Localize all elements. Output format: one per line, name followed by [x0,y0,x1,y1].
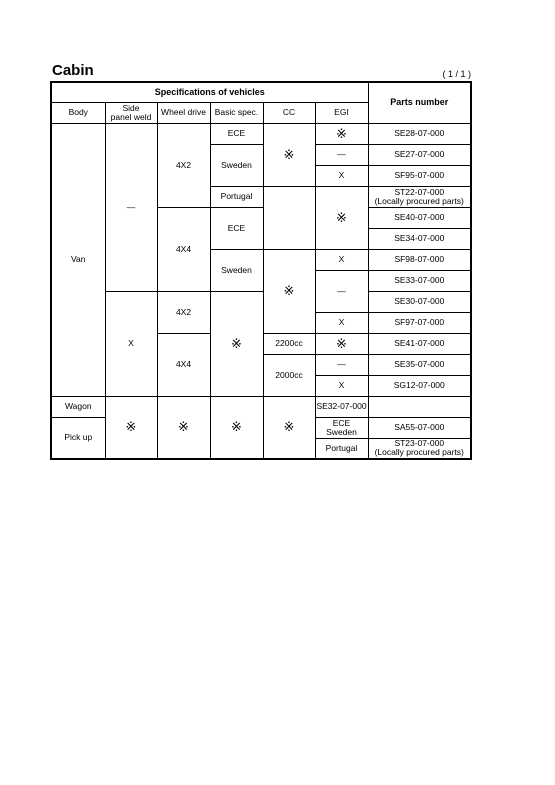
basic-spec-cell-mark: ※ [210,291,263,396]
body-header: Body [51,102,105,123]
basic-spec-cell-ece: ECE [210,207,263,249]
wheel-drive-cell-4x4: 4X4 [157,207,210,291]
egi-cell-dash: — [315,144,368,165]
part-number-cell: SF98-07-000 [368,249,471,270]
part-number-cell: SE30-07-000 [368,291,471,312]
body-cell-van: Van [51,123,105,396]
part-number-text: ST22-07-000 [394,186,445,197]
table-row [51,291,471,312]
part-number-cell [368,438,471,459]
part-number-cell [368,186,471,207]
side-panel-weld-header-line2: panel weld [110,111,152,122]
egi-cell-mark: ※ [263,396,315,459]
cc-cell-mark: ※ [263,123,315,186]
egi-cell-mark: ※ [315,123,368,144]
part-number-cell: SG12-07-000 [368,375,471,396]
body-cell-wagon: Wagon [51,396,105,417]
cc-cell-2000: 2000cc [263,354,315,396]
basic-spec-cell-sweden: Sweden [210,249,263,291]
part-number-cell: SE35-07-000 [368,354,471,375]
cabin-spec-table [50,81,472,460]
part-number-cell: SA55-07-000 [368,417,471,438]
side-panel-weld-header [105,102,157,123]
wheel-drive-cell-4x2: 4X2 [157,291,210,333]
basic-spec-cell-portugal: Portugal [315,438,368,459]
side-weld-cell-mark: ※ [105,396,157,459]
part-number-cell: SE41-07-000 [368,333,471,354]
part-number-cell: SE34-07-000 [368,228,471,249]
parts-number-header: Parts number [368,82,471,123]
table-row [51,123,471,144]
cc-cell-mark: ※ [210,396,263,459]
egi-header: EGI [315,102,368,123]
side-weld-cell-dash: — [105,123,157,291]
wheel-drive-header: Wheel drive [157,102,210,123]
wheel-drive-cell-mark: ※ [157,396,210,459]
table-row [51,396,471,417]
basic-spec-sweden-line: Sweden [326,426,357,437]
body-cell-pickup: Pick up [51,417,105,459]
basic-spec-ece-line: ECE [332,417,351,428]
egi-cell-dash: — [315,354,368,375]
egi-cell-mark: ※ [315,186,368,249]
egi-cell-x: X [315,165,368,186]
basic-spec-cell-ece-sweden [315,417,368,438]
part-number-text: ST23-07-000 [394,438,445,449]
page-number: ( 1 / 1 ) [442,69,471,79]
cc-cell-mark: ※ [263,249,315,333]
wheel-drive-cell-4x4: 4X4 [157,333,210,396]
part-number-cell: SF97-07-000 [368,312,471,333]
basic-spec-cell-portugal: Portugal [210,186,263,207]
part-number-cell: SE32-07-000 [315,396,368,417]
egi-cell-x: X [315,375,368,396]
part-number-cell: SE40-07-000 [368,207,471,228]
part-number-cell: SE28-07-000 [368,123,471,144]
side-panel-weld-header-line1: Side [122,102,140,113]
part-number-note: (Locally procured parts) [374,447,464,458]
basic-spec-cell-ece: ECE [210,123,263,144]
part-number-cell: SF95-07-000 [368,165,471,186]
basic-spec-header: Basic spec. [210,102,263,123]
part-number-cell: SE27-07-000 [368,144,471,165]
cc-cell-2200: 2200cc [263,333,315,354]
wheel-drive-cell-4x2: 4X2 [157,123,210,207]
spec-group-header: Specifications of vehicles [51,82,368,102]
cc-cell-empty [263,186,315,249]
cc-header: CC [263,102,315,123]
basic-spec-cell-sweden: Sweden [210,144,263,186]
egi-cell-mark: ※ [315,333,368,354]
part-number-note: (Locally procured parts) [374,195,464,206]
egi-cell-x: X [315,249,368,270]
page-title: Cabin [52,62,94,79]
egi-cell-dash: — [315,270,368,312]
part-number-cell: SE33-07-000 [368,270,471,291]
egi-cell-x: X [315,312,368,333]
side-weld-cell-x: X [105,291,157,396]
